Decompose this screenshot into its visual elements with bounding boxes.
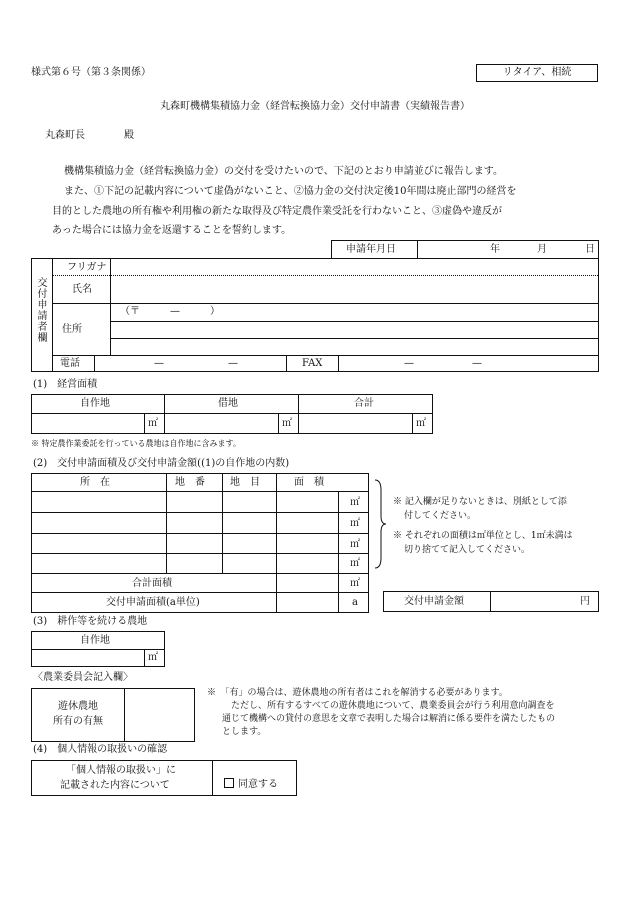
parcel-row[interactable] — [34, 493, 274, 511]
applicant-section — [31, 258, 599, 372]
request-amount-label: 交付申請金額 — [404, 596, 464, 607]
section-3-heading: (3) 耕作等を続ける農地 — [33, 616, 148, 627]
intro-line-2: また、①下記の記載内容について虚偽がないこと、②協力金の交付決定後10年間は廃止部門の経営を — [64, 186, 517, 197]
agri-note-1: ※ 「有」の場合は、遊休農地の所有者はこれを解消する必要があります。 — [207, 688, 508, 698]
idle-land-label-2: 所有の有無 — [53, 716, 103, 727]
fax-label: FAX — [302, 358, 323, 369]
continued-land-area-field[interactable] — [34, 651, 142, 665]
section-2-note-1b: 付してください。 — [404, 511, 477, 521]
agri-committee-heading: 〈農業委員会記入欄〉 — [33, 672, 133, 683]
application-date-row — [331, 240, 599, 259]
section-2-note-2b: 切り捨てて記入してください。 — [404, 545, 531, 555]
intro-line-4: あった場合には協力金を返還することを誓約します。 — [52, 225, 292, 236]
consent-checkbox[interactable] — [224, 772, 278, 791]
date-month[interactable]: 月 — [537, 244, 547, 255]
privacy-label-1: 「個人情報の取扱い」に — [66, 765, 176, 776]
checkbox-icon[interactable] — [224, 778, 234, 788]
unit-sqm: ㎡ — [148, 418, 158, 429]
col-total: 合計 — [354, 398, 374, 409]
request-amount-box — [383, 591, 599, 612]
furigana-label: フリガナ — [67, 262, 107, 273]
leased-land-area-field[interactable] — [166, 415, 276, 431]
col-leased-land: 借地 — [218, 398, 238, 409]
date-label: 申請年月日 — [346, 244, 396, 255]
unit-sqm: ㎡ — [416, 418, 426, 429]
col-location: 所 在 — [80, 477, 110, 488]
date-year[interactable]: 年 — [490, 244, 500, 255]
unit-sqm: ㎡ — [350, 497, 360, 508]
unit-are: a — [352, 597, 358, 608]
fax-field[interactable] — [340, 356, 596, 370]
brace-icon — [373, 478, 387, 570]
idle-land-field[interactable] — [126, 690, 194, 740]
section-2-note-2: ※ それぞれの面積は㎡単位とし、1㎡未満は — [393, 531, 573, 541]
section-2-heading: (2) 交付申請面積及び交付申請金額((1)の自作地の内数) — [33, 458, 290, 469]
unit-sqm: ㎡ — [350, 539, 360, 550]
unit-sqm: ㎡ — [148, 652, 158, 663]
furigana-field[interactable] — [112, 260, 596, 274]
section-1-table — [31, 394, 433, 434]
phone-label: 電話 — [60, 358, 80, 369]
request-area-field[interactable] — [278, 594, 336, 610]
date-day[interactable]: 日 — [585, 244, 595, 255]
parcel-row[interactable] — [34, 535, 274, 552]
name-label: 氏名 — [72, 284, 92, 295]
address-field[interactable] — [112, 322, 596, 354]
section-1-heading: (1) 経営面積 — [33, 379, 98, 390]
section-1-note: ※ 特定農作業委託を行っている農地は自作地に含みます。 — [31, 439, 241, 448]
request-amount-field[interactable] — [492, 593, 578, 610]
col-own-land: 自作地 — [80, 398, 110, 409]
agri-committee-table — [31, 688, 195, 742]
col-land-category: 地 目 — [230, 477, 260, 488]
name-field[interactable] — [112, 277, 596, 302]
privacy-label-2: 記載された内容について — [60, 780, 170, 791]
section-2-table — [31, 473, 369, 613]
postal-code-field[interactable]: （〒 — ） — [120, 306, 220, 317]
col-own-land: 自作地 — [80, 635, 110, 646]
total-area-label: 合計面積 — [132, 578, 172, 589]
own-land-area-field[interactable] — [34, 415, 142, 431]
status-badge-label: リタイア、相続 — [502, 67, 572, 78]
total-area-field[interactable] — [278, 575, 336, 591]
parcel-row[interactable] — [34, 514, 274, 532]
agri-note-4: とします。 — [222, 727, 267, 737]
unit-sqm: ㎡ — [350, 558, 360, 569]
col-lot-number: 地 番 — [175, 477, 205, 488]
agri-note-3: 通じて機構への貸付の意思を文章で表明した場合は解消に係る要件を満たしたもの — [222, 714, 556, 724]
intro-line-3: 目的とした農地の所有権や利用権の新たな取得及び特定農作業受託を行わないこと、③虚偽や違反が — [52, 206, 502, 217]
section-2-note-1: ※ 記入欄が足りないときは、別紙として添 — [393, 497, 567, 507]
status-badge — [476, 64, 598, 82]
unit-sqm: ㎡ — [350, 518, 360, 529]
addressee: 丸森町長 — [45, 130, 85, 141]
col-area: 面 積 — [294, 477, 324, 488]
phone-dash-2: — — [228, 358, 238, 369]
parcel-row[interactable] — [34, 555, 274, 572]
page-title: 丸森町機構集積協力金（経営転換協力金）交付申請書（実績報告書） — [160, 101, 470, 112]
unit-sqm: ㎡ — [350, 578, 360, 589]
section-3-table — [31, 631, 165, 667]
honorific: 殿 — [124, 130, 134, 141]
consent-label: 同意する — [238, 779, 278, 790]
form-number: 様式第６号（第３条関係） — [31, 67, 151, 78]
agri-note-2: ただし、所有するすべての遊休農地について、農業委員会が行う利用意向調査を — [231, 701, 555, 711]
phone-field[interactable] — [96, 356, 286, 370]
fax-dash-1: — — [404, 358, 414, 369]
intro-line-1: 機構集積協力金（経営転換協力金）の交付を受けたいので、下記のとおり申請並びに報告します。 — [64, 166, 503, 177]
phone-dash-1: — — [154, 358, 164, 369]
total-area-field[interactable] — [300, 415, 410, 431]
request-area-label: 交付申請面積(a単位) — [106, 597, 200, 608]
section-4-heading: (4) 個人情報の取扱いの確認 — [33, 744, 168, 755]
applicant-side-label: 交付申請者欄 — [35, 277, 46, 343]
section-4-table — [31, 760, 297, 796]
yen-unit: 円 — [580, 596, 590, 607]
unit-sqm: ㎡ — [282, 418, 292, 429]
address-label: 住所 — [62, 324, 82, 335]
idle-land-label-1: 遊休農地 — [58, 701, 98, 712]
fax-dash-2: — — [472, 358, 482, 369]
